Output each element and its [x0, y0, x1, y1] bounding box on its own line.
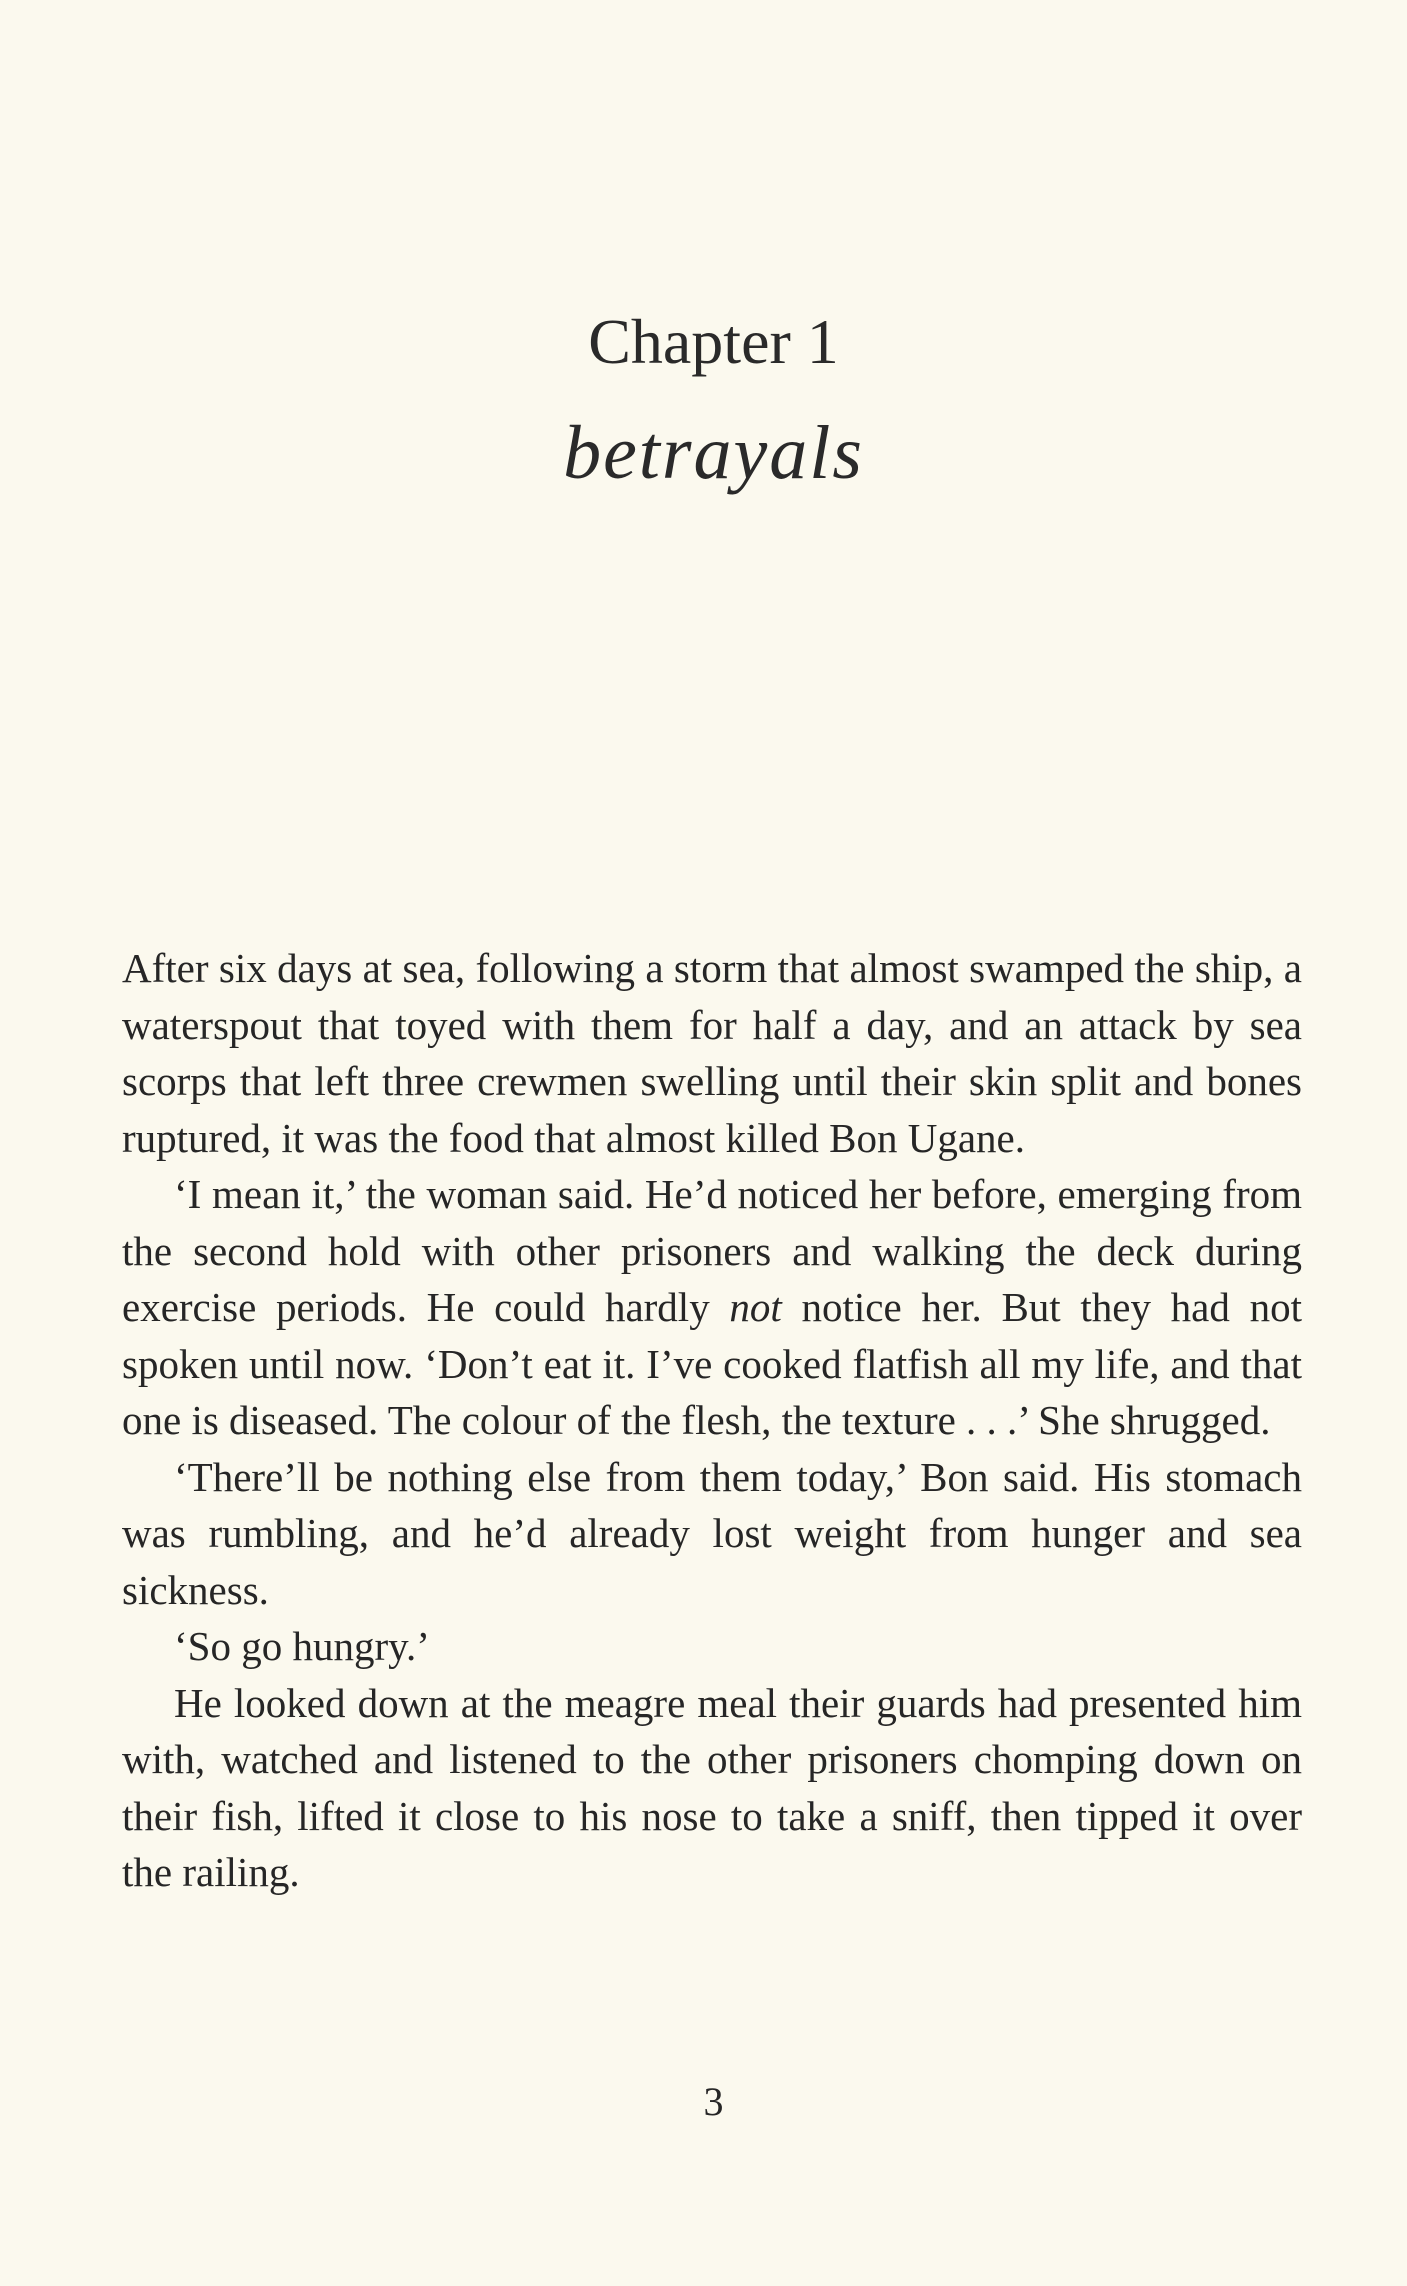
paragraph: After six days at sea, following a storm that almost swamped the ship, a waterspout that toyed with them for half a day, and an attack by sea scorps that left three crewmen swelling until their skin split and bones ruptured, it was the food that almost killed Bon Ugane.: [122, 945, 1302, 1161]
emphasis-text: not: [729, 1284, 782, 1330]
chapter-number: Chapter 1: [588, 306, 839, 377]
paragraph: He looked down at the meagre meal their guards had presented him with, watched and listened to the other prisoners chomping down on their fish, lifted it close to his nose to take a sniff, then tipped it over the railing.: [122, 1679, 1302, 1895]
paragraph: ‘So go hungry.’: [174, 1623, 430, 1669]
chapter-body: [122, 940, 1302, 1901]
paragraph-text: notice her. But they had not spoken until now. ‘Don’t eat it. I’ve cooked flatfish all my life, and that one is diseased. The colour of the flesh, the texture . . .’ She shrugged.: [122, 1284, 1302, 1443]
paragraph: ‘There’ll be nothing else from them today,’ Bon said. His stomach was rumbling, and he’d already lost weight from hunger and sea sickness.: [122, 1453, 1302, 1613]
paragraph: [122, 1166, 1302, 1449]
chapter-title: betrayals: [563, 411, 864, 495]
paragraph-text: ‘I mean it,’ the woman said. He’d noticed her before, emerging from the second hold with other prisoners and walking the deck during exercise periods. He could hardly: [122, 1171, 1302, 1330]
page-number: 3: [703, 2079, 724, 2124]
